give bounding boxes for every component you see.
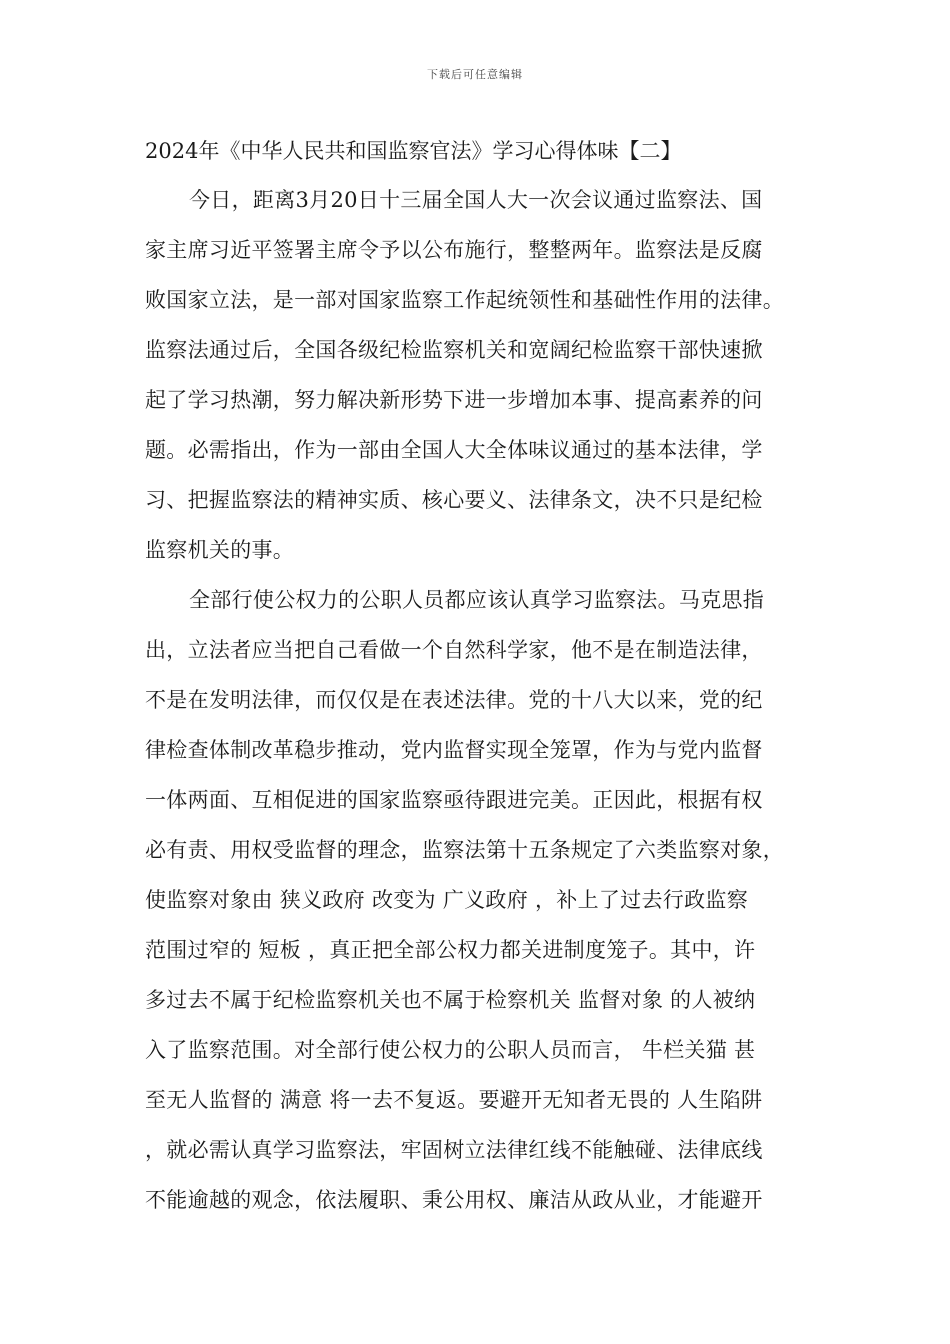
body-line: 全部行使公权力的公职人员都应该认真学习监察法。马克思指 (189, 588, 765, 612)
body-line: 不能逾越的观念，依法履职、秉公用权、廉洁从政从业，才能避开 (145, 1188, 763, 1212)
body-line: 败国家立法，是一部对国家监察工作起统领性和基础性作用的法律。 (145, 288, 784, 312)
body-line: 习、把握监察法的精神实质、核心要义、法律条文，决不只是纪检 (145, 488, 763, 512)
download-note: 下载后可任意编辑 (427, 68, 523, 81)
body-line: 多过去不属于纪检监察机关也不属于检察机关 监督对象 的人被纳 (145, 988, 756, 1012)
body-line: 律检查体制改革稳步推动，党内监督实现全笼罩，作为与党内监督 (145, 738, 763, 762)
body-line: 一体两面、互相促进的国家监察亟待跟进完美。正因此，根据有权 (145, 788, 763, 812)
body-line: 必有责、用权受监督的理念，监察法第十五条规定了六类监察对象， (145, 838, 784, 862)
body-line: 家主席习近平签署主席令予以公布施行，整整两年。监察法是反腐 (145, 238, 763, 262)
body-line: 不是在发明法律，而仅仅是在表述法律。党的十八大以来，党的纪 (145, 688, 763, 712)
document-title: 2024年《中华人民共和国监察官法》学习心得体味【二】 (145, 139, 682, 163)
body-line: 题。必需指出，作为一部由全国人大全体味议通过的基本法律，学 (145, 438, 763, 462)
body-line: 起了学习热潮，努力解决新形势下进一步增加本事、提高素养的问 (145, 388, 763, 412)
body-line: 使监察对象由 狭义政府 改变为 广义政府 ，补上了过去行政监察 (145, 888, 748, 912)
body-line: 范围过窄的 短板 ，真正把全部公权力都关进制度笼子。其中，许 (145, 938, 756, 962)
body-line: 今日，距离3月20日十三届全国人大一次会议通过监察法、国 (189, 188, 763, 212)
body-line: 监察机关的事。 (145, 538, 295, 562)
body-line: 监察法通过后，全国各级纪检监察机关和宽阔纪检监察干部快速掀 (145, 338, 763, 362)
body-line: 出，立法者应当把自己看做一个自然科学家，他不是在制造法律， (145, 638, 763, 662)
body-line: 入了监察范围。对全部行使公权力的公职人员而言， 牛栏关猫 甚 (145, 1038, 756, 1062)
body-line: 至无人监督的 满意 将一去不复返。要避开无知者无畏的 人生陷阱 (145, 1088, 763, 1112)
body-line: ，就必需认真学习监察法，牢固树立法律红线不能触碰、法律底线 (145, 1138, 763, 1162)
document-body (145, 180, 825, 1230)
